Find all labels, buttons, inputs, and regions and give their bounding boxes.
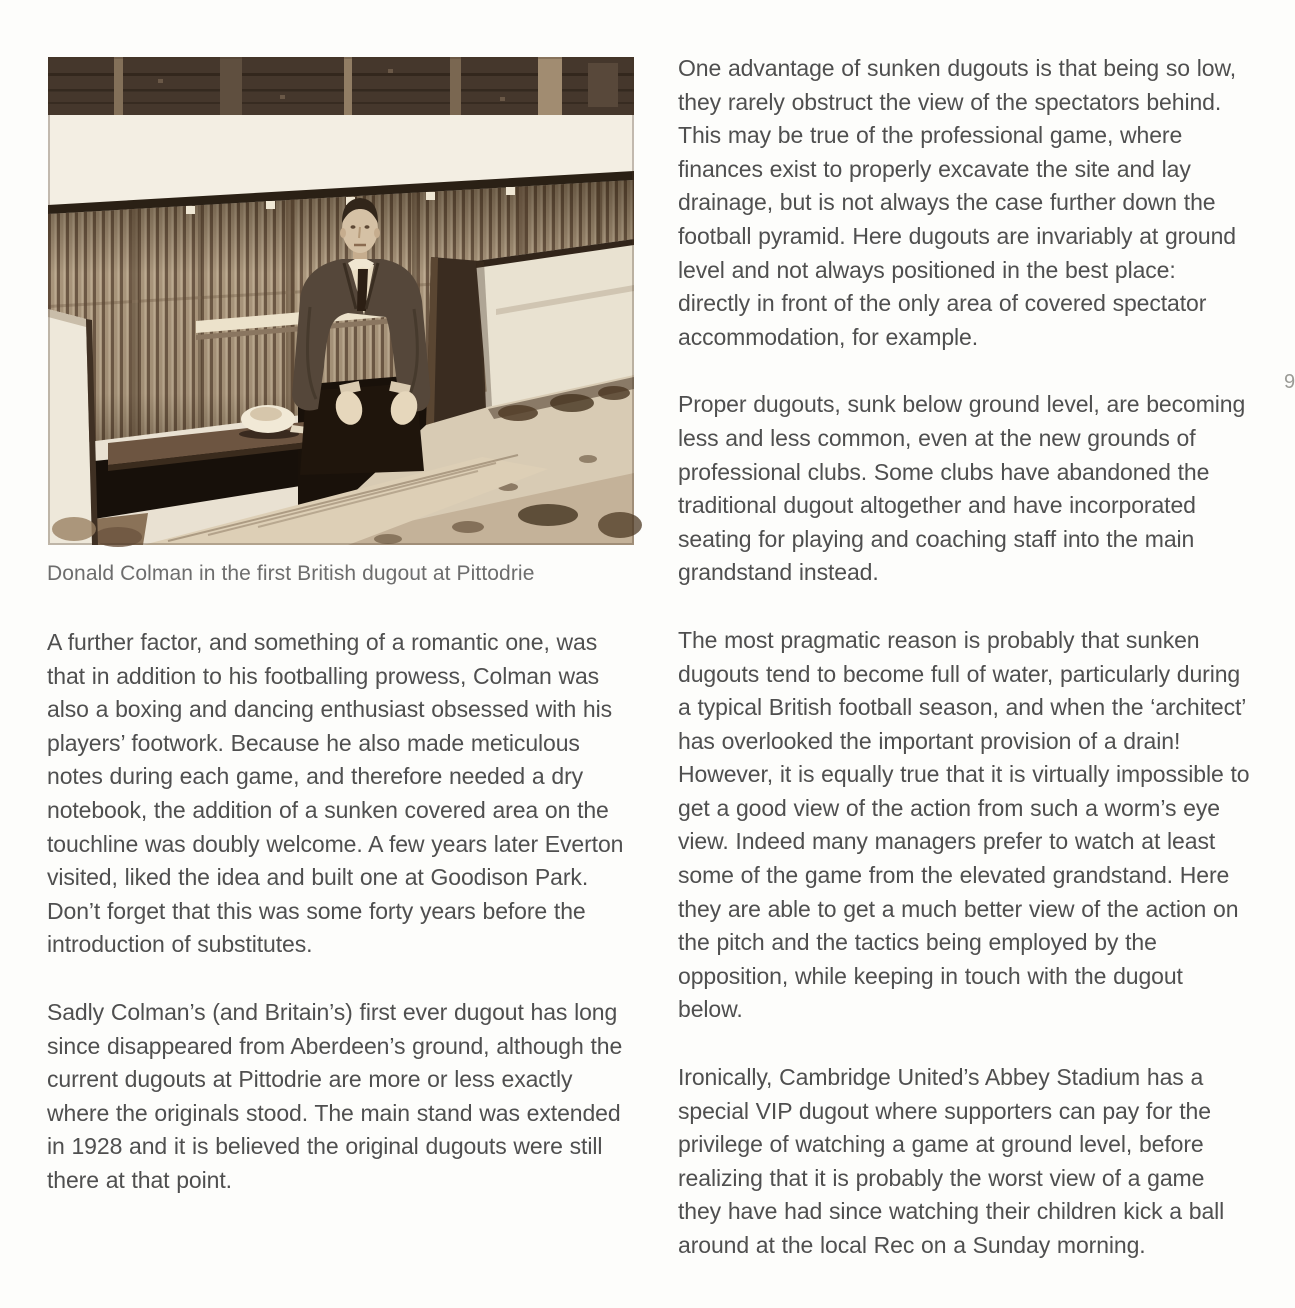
concrete-post — [48, 309, 98, 545]
page-number-fragment: 9 — [1284, 371, 1295, 393]
paragraph-proper-dugouts: Proper dugouts, sunk below ground level, are becoming less and less common, even at the new grounds of professional clubs. Some clubs have abandoned the traditional dugout altogether and have incorporated seating for playing and coaching staff into the main grandstand instead. — [678, 391, 1246, 586]
dugout-photo — [47, 57, 635, 545]
paragraph-sunken-advantage: One advantage of sunken dugouts is that being so low, they rarely obstruct the view of the spectators behind. This may be true of the professional game, where finances exist to properly excavate the site and lay drainage, but is not always the case further down the football pyramid. Here dugouts are invariably at ground level and not always positioned in the best place: directly in front of the only area of covered spectator accommodation, for example. — [678, 55, 1236, 350]
wooden-panel — [426, 257, 486, 427]
brick-fence-band — [48, 57, 634, 115]
right-column — [678, 52, 1252, 1263]
paragraph-colman-disappeared: Sadly Colman’s (and Britain’s) first ever dugout has long since disappeared from Aberdeen’s ground, although the current dugouts at Pittodrie are more or less exactly where the originals stood. The main stand was extended in 1928 and it is believed the original dugouts were still there at that point. — [47, 998, 623, 1193]
left-column — [47, 57, 635, 1198]
paragraph-cambridge-vip: Ironically, Cambridge United’s Abbey Stadium has a special VIP dugout where supporters can pay for the privilege of watching a game at ground level, before realizing that it is probably the worst view of a game they have had since watching their children kick a ball around at the local Rec on a Sunday morning. — [678, 1064, 1225, 1258]
paragraph-colman-romantic: A further factor, and something of a romantic one, was that in addition to his footballing prowess, Colman was also a boxing and dancing enthusiast obsessed with his players’ footwork. Because he also made meticulous notes during each game, and therefore needed a dry notebook, the addition of a sunken covered area on the touchline was doubly welcome. A few years later Everton visited, liked the idea and built one at Goodison Park. Don’t forget that this was some forty years before the introduction of substitutes. — [47, 629, 624, 958]
photo-caption: Donald Colman in the first British dugout at Pittodrie — [47, 562, 535, 585]
paragraph-pragmatic-reason: The most pragmatic reason is probably that sunken dugouts tend to become full of water, particularly during a typical British football season, and when the ‘architect’ has overlooked the important provision of a drain! However, it is equally true that it is virtually impossible to get a good view of the action from such a worm’s eye view. Indeed many managers prefer to watch at least some of the game from the elevated grandstand. Here they are able to get a much better view of the action on the pitch and the tactics being employed by the opposition, while keeping in touch with the dugout below. — [678, 626, 1250, 1023]
